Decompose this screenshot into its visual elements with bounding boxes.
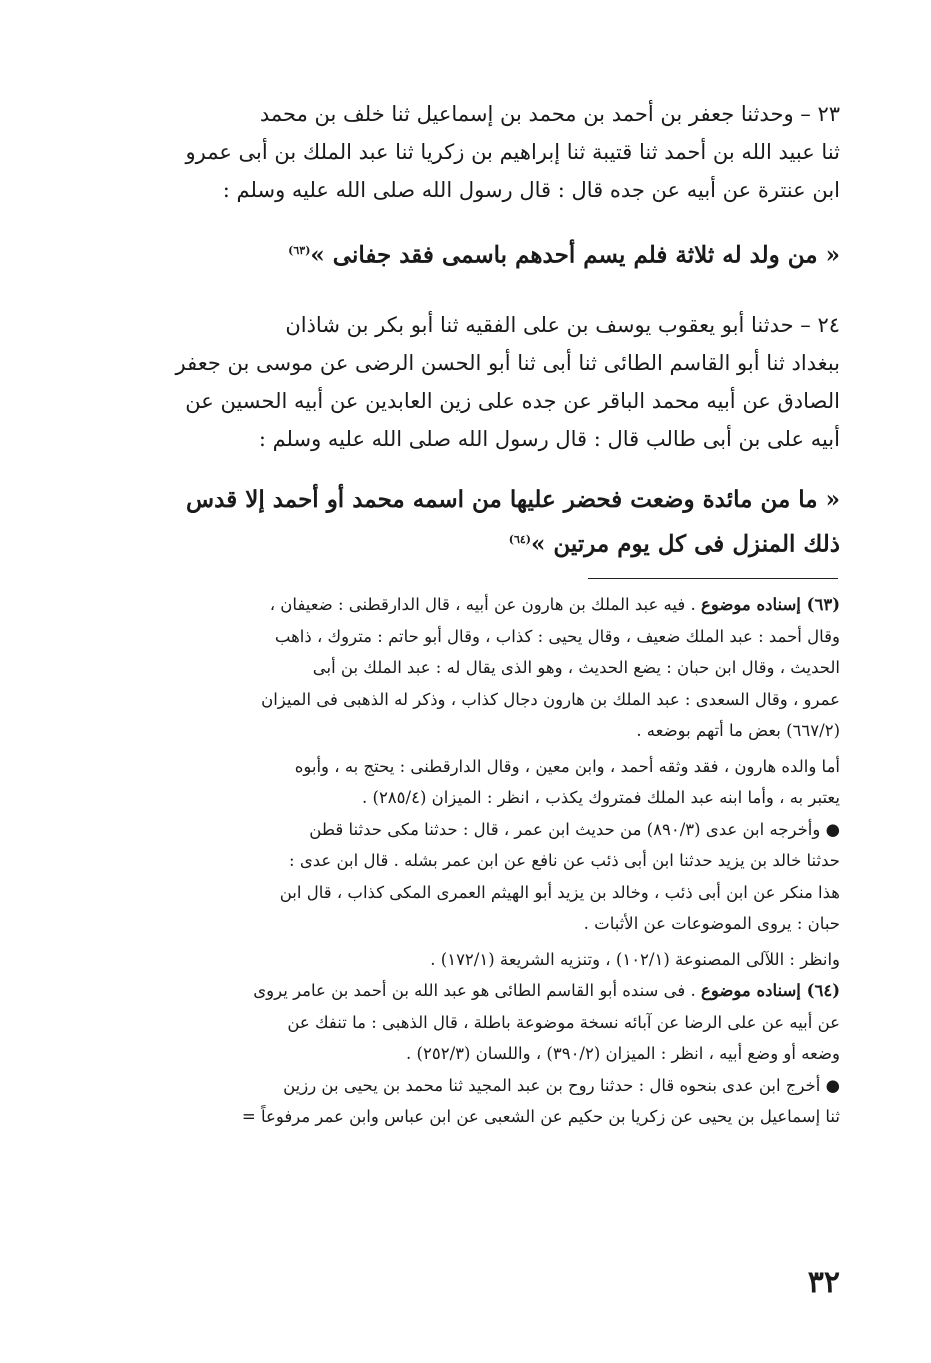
footnote-line: هذا منكر عن ابن أبى ذئب ، وخالد بن يزيد أبو الهيثم العمرى المكى كذاب ، قال ابن — [279, 882, 840, 902]
footnote-line: (٦٦٧/٢) بعض ما أتهم بوضعه . — [636, 721, 840, 741]
hadith-23-text — [150, 231, 840, 276]
footnote-text: . فى سنده أبو القاسم الطائى هو عبد الله بن أحمد بن عامر يروى — [253, 981, 701, 1001]
text-line: ٢٣ – وحدثنا جعفر بن أحمد بن محمد بن إسماعيل ثنا خلف بن محمد — [259, 102, 840, 126]
footnote-ref-63: (٦٣) — [288, 244, 311, 257]
footnote-ref-64: (٦٤) — [508, 532, 531, 546]
footnote-divider — [150, 578, 840, 579]
hadith-24-text — [150, 480, 840, 565]
footnotes — [150, 589, 840, 1133]
footnote-line: أما والده هارون ، فقد وثقه أحمد ، وابن معين ، وقال الدارقطنى : يحتج به ، وأبوه — [294, 756, 840, 776]
footnote-line: ● أخرج ابن عدى بنحوه قال : حدثنا روح بن عبد المجيد ثنا محمد بن يحيى بن رزين — [283, 1075, 840, 1095]
footnote-line: حبان : يروى الموضوعات عن الأثبات . — [583, 914, 840, 934]
text-line: ثنا عبيد الله بن أحمد ثنا قتيبة ثنا إبراهيم بن زكريا ثنا عبد الملك بن أبى عمرو — [185, 140, 840, 164]
footnote-text: . فيه عبد الملك بن هارون عن أبيه ، قال الدارقطنى : ضعيفان ، — [269, 595, 701, 615]
footnote-line: يعتبر به ، وأما ابنه عبد الملك فمتروك يكذب ، انظر : الميزان (٢٨٥/٤) . — [362, 788, 840, 808]
footnote-line: الحديث ، وقال ابن حبان : يضع الحديث ، وهو الذى يقال له : عبد الملك بن أبى — [312, 658, 840, 678]
hadith-line: « ما من مائدة وضعت فحضر عليها من اسمه محمد أو أحمد إلا قدس — [186, 485, 840, 513]
hadith-text: « من ولد له ثلاثة فلم يسم أحدهم باسمى فقد جفانى » — [310, 241, 840, 269]
footnote-line: وانظر : اللآلى المصنوعة (١٠٢/١) ، وتنزيه الشريعة (١٧٢/١) . — [430, 949, 840, 969]
footnote-63-line — [150, 589, 840, 621]
divider-line — [588, 578, 838, 579]
text-line: الصادق عن أبيه محمد الباقر عن جده على زين العابدين عن أبيه الحسين عن — [185, 388, 840, 413]
hadith-23-chain — [150, 95, 840, 209]
footnote-line: عمرو ، وقال السعدى : عبد الملك بن هارون دجال كذاب ، وذكر له الذهبى فى الميزان — [261, 689, 840, 709]
footnote-line: حدثنا خالد بن يزيد حدثنا ابن أبى ذئب عن نافع عن ابن عمر بشله . قال ابن عدى : — [289, 851, 840, 871]
footnote-line: وقال أحمد : عبد الملك ضعيف ، وقال يحيى : كذاب ، وقال أبو حاتم : متروك ، ذاهب — [274, 626, 840, 646]
book-page — [150, 95, 840, 1345]
text-line: أبيه على بن أبى طالب قال : قال رسول الله صلى الله عليه وسلم : — [258, 426, 840, 451]
footnote-64-line — [150, 975, 840, 1007]
footnote-line: ● وأخرجه ابن عدى (٨٩٠/٣) من حديث ابن عمر ، قال : حدثنا مكى حدثنا قطن — [309, 819, 840, 839]
footnote-line: ثنا إسماعيل بن يحيى عن زكريا بن حكيم عن الشعبى عن ابن عباس وابن عمر مرفوعاً = — [241, 1107, 840, 1127]
text-line: ببغداد ثنا أبو القاسم الطائى ثنا أبى ثنا أبو الحسن الرضى عن موسى بن جعفر — [175, 350, 840, 375]
page-number: ٣٢ — [807, 1265, 840, 1300]
footnote-line: عن أبيه عن على الرضا عن آبائه نسخة موضوعة باطلة ، قال الذهبى : ما تنفك عن — [287, 1012, 840, 1032]
footnote-line: وضعه أو وضع أبيه ، انظر : الميزان (٣٩٠/٢) ، واللسان (٢٥٢/٣) . — [406, 1044, 840, 1064]
hadith-line-text: ذلك المنزل فى كل يوم مرتين » — [530, 530, 840, 558]
hadith-24-chain — [150, 306, 840, 458]
hadith-line — [150, 520, 840, 565]
text-line: ٢٤ – حدثنا أبو يعقوب يوسف بن على الفقيه ثنا أبو بكر بن شاذان — [285, 312, 840, 337]
footnote-64-label: (٦٤) إسناده موضوع — [701, 981, 840, 1001]
footnote-63-label: (٦٣) إسناده موضوع — [701, 595, 840, 615]
text-line: ابن عنترة عن أبيه عن جده قال : قال رسول الله صلى الله عليه وسلم : — [222, 178, 840, 202]
